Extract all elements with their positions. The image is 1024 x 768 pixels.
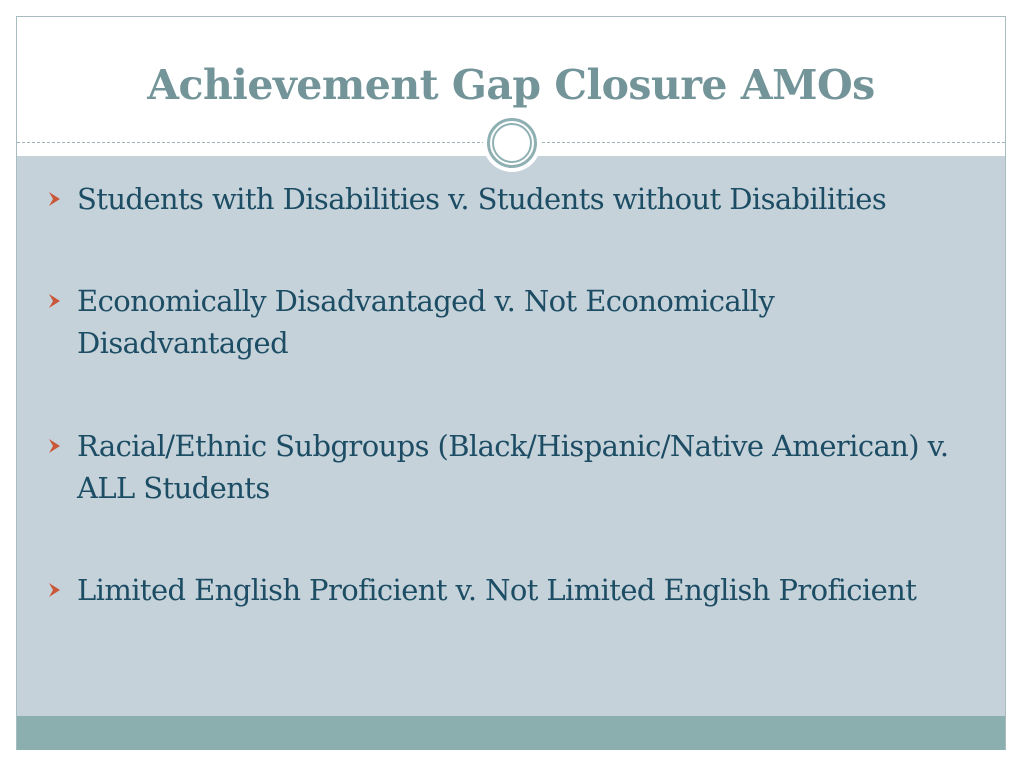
footer-bar — [17, 716, 1005, 750]
bullet-item — [47, 280, 977, 364]
bullet-text: Students with Disabilities v. Students without Disabilities — [77, 182, 887, 216]
arrowhead-bullet-icon — [47, 190, 63, 208]
bullet-text: Limited English Proficient v. Not Limited English Proficient — [77, 573, 917, 607]
bullet-text: Economically Disadvantaged v. Not Economically Disadvantaged — [77, 284, 775, 360]
bullet-item — [47, 178, 977, 220]
arrowhead-bullet-icon — [47, 581, 63, 599]
arrowhead-bullet-icon — [47, 437, 63, 455]
bullet-text: Racial/Ethnic Subgroups (Black/Hispanic/Native American) v. ALL Students — [77, 429, 949, 505]
bullet-item — [47, 425, 977, 509]
decorative-inner-ring-icon — [492, 123, 532, 163]
slide — [16, 16, 1006, 750]
content-area — [17, 156, 1005, 716]
slide-title: Achievement Gap Closure AMOs — [147, 61, 875, 109]
bullet-item — [47, 569, 977, 611]
arrowhead-bullet-icon — [47, 292, 63, 310]
